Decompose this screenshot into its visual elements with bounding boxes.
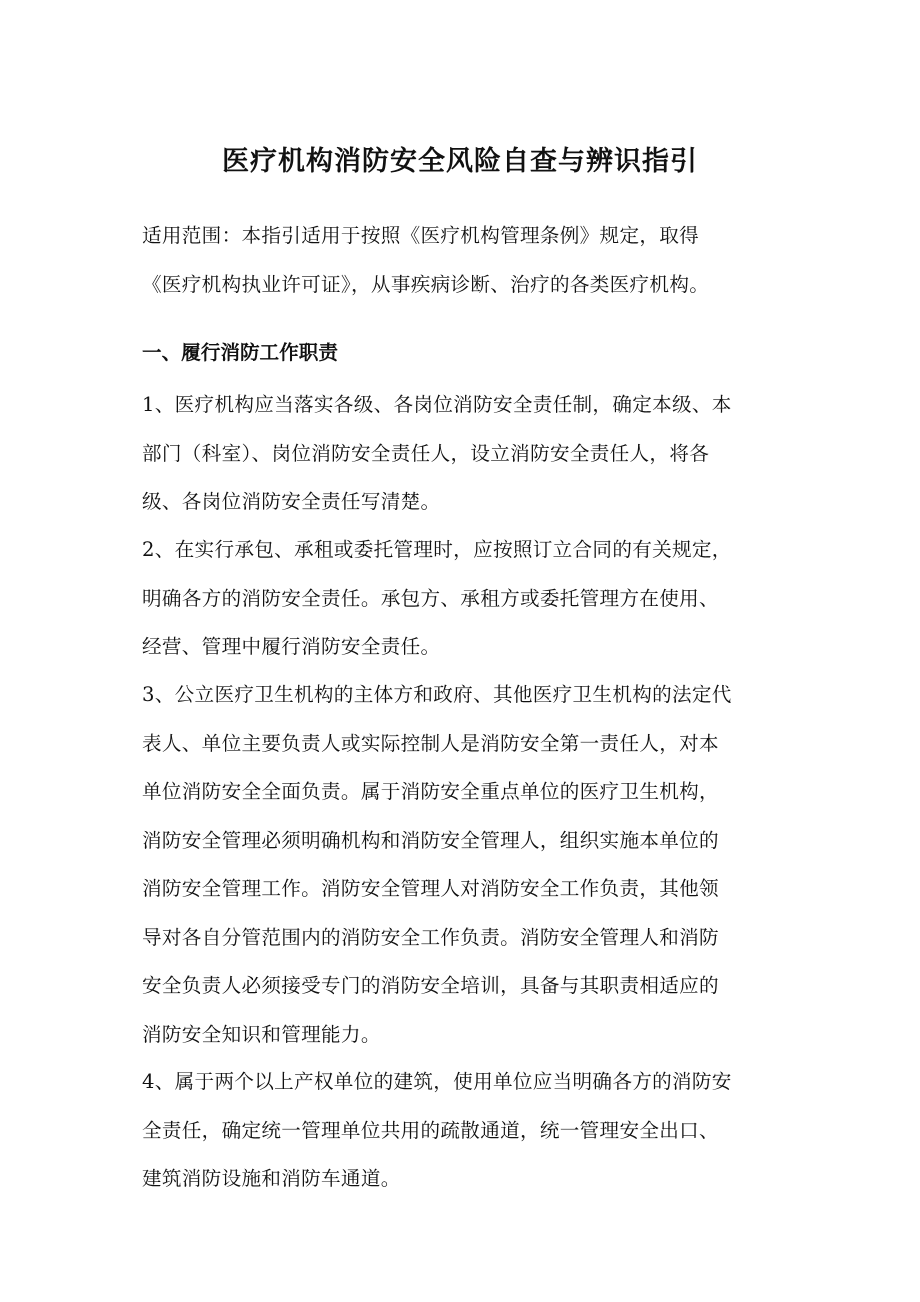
paragraph-line: 部门（科室）、岗位消防安全责任人，设立消防安全责任人，将各 (142, 441, 710, 465)
paragraph-line: 经营、管理中履行消防安全责任。 (142, 635, 441, 658)
paragraph-line: 消防安全管理必须明确机构和消防安全管理人，组织实施本单位的 (142, 828, 719, 852)
paragraph-1 (142, 381, 782, 527)
scope-line: 《医疗机构执业许可证》，从事疾病诊断、治疗的各类医疗机构。 (142, 272, 710, 296)
paragraph-line: 表人、单位主要负责人或实际控制人是消防安全第一责任人，对本 (142, 731, 719, 755)
paragraph-3 (142, 671, 782, 1059)
paragraph-line: 建筑消防设施和消防车通道。 (142, 1167, 401, 1190)
paragraph-line: 级、各岗位消防安全责任写清楚。 (142, 490, 441, 513)
scope-line: 适用范围：本指引适用于按照《医疗机构管理条例》规定，取得 (142, 224, 700, 247)
paragraph-line: 3、公立医疗卫生机构的主体方和政府、其他医疗卫生机构的法定代 (142, 683, 732, 706)
paragraph-line: 消防安全知识和管理能力。 (142, 1022, 381, 1046)
document-title: 医疗机构消防安全风险自查与辨识指引 (222, 146, 698, 177)
paragraph-line: 导对各自分管范围内的消防安全工作负责。消防安全管理人和消防 (142, 925, 719, 949)
paragraph-line: 消防安全管理工作。消防安全管理人对消防安全工作负责，其他领 (142, 877, 719, 900)
scope-paragraph (142, 212, 782, 309)
paragraph-line: 明确各方的消防安全责任。承包方、承租方或委托管理方在使用、 (142, 586, 719, 610)
paragraph-line: 全责任，确定统一管理单位共用的疏散通道，统一管理安全出口、 (142, 1118, 719, 1142)
paragraph-line: 2、在实行承包、承租或委托管理时，应按照订立合同的有关规定， (142, 538, 732, 561)
paragraph-line: 单位消防安全全面负责。属于消防安全重点单位的医疗卫生机构， (142, 780, 719, 803)
paragraph-line: 1、医疗机构应当落实各级、各岗位消防安全责任制，确定本级、本 (142, 393, 732, 416)
paragraph-line: 安全负责人必须接受专门的消防安全培训，具备与其职责相适应的 (142, 974, 719, 997)
paragraph-line: 4、属于两个以上产权单位的建筑，使用单位应当明确各方的消防安 (142, 1070, 732, 1093)
paragraph-2 (142, 526, 782, 672)
section-heading: 一、履行消防工作职责 (142, 341, 338, 364)
paragraph-4 (142, 1058, 782, 1204)
